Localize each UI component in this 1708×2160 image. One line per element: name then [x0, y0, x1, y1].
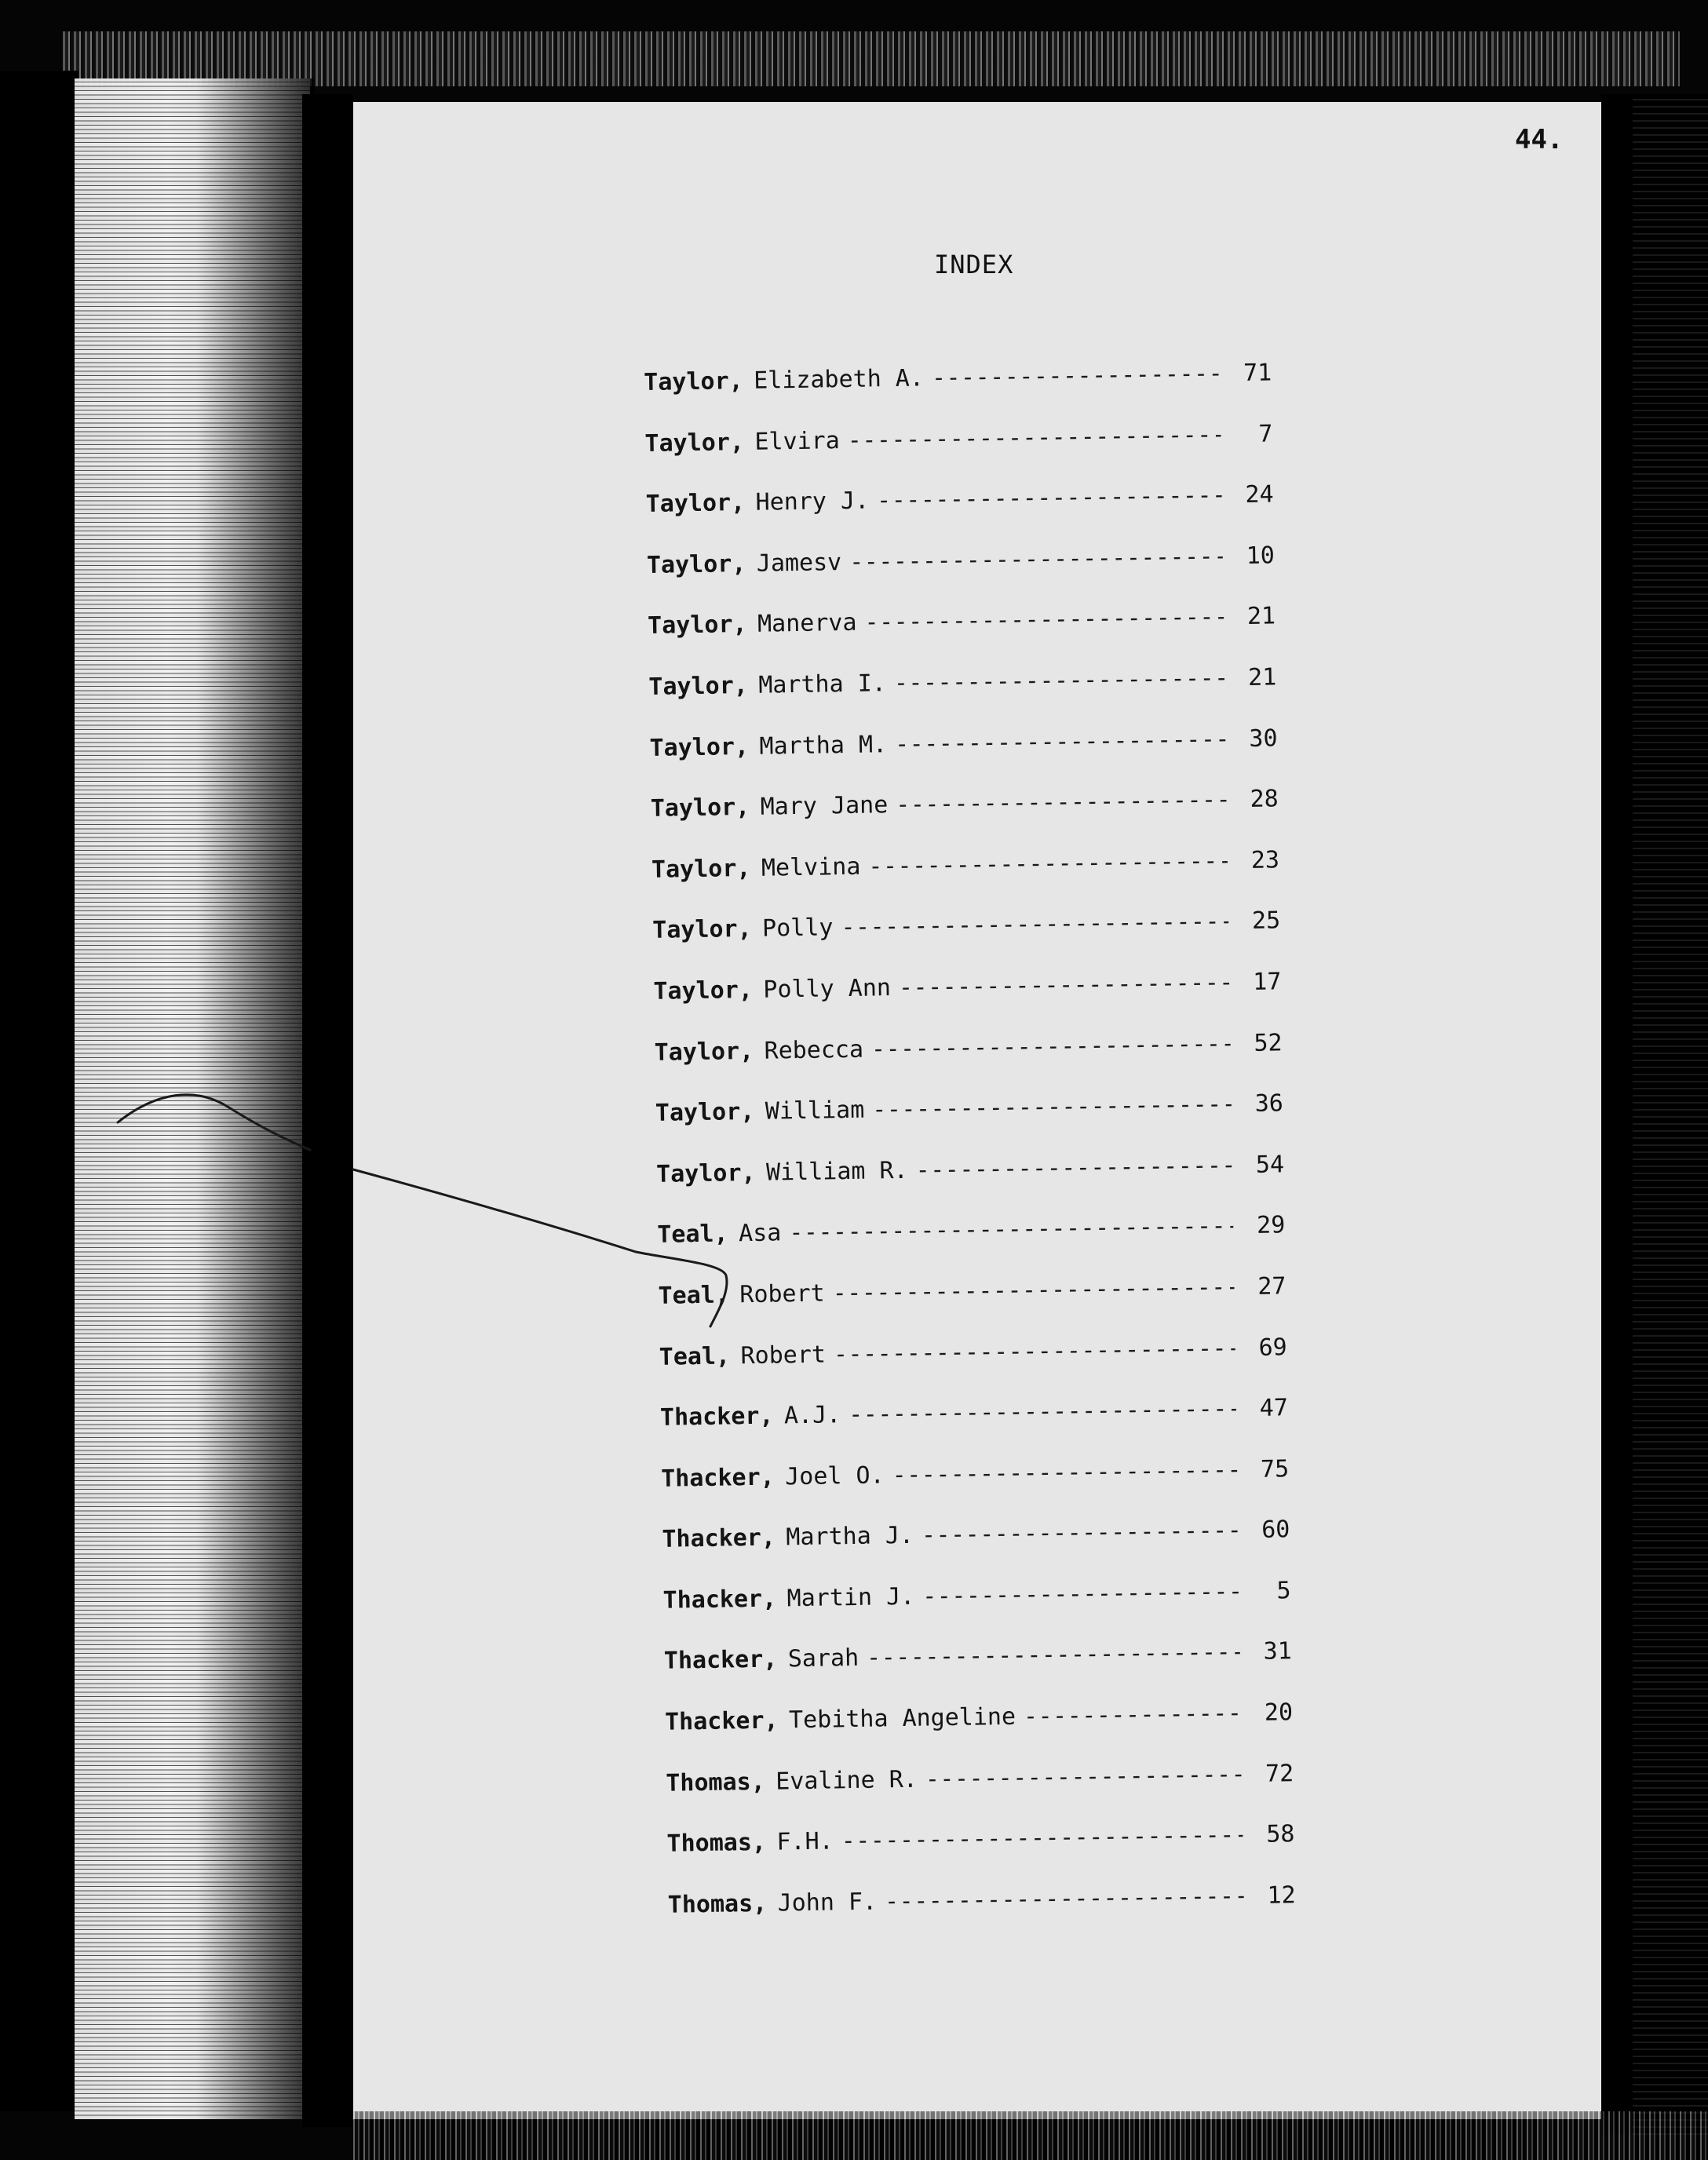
entry-surname: Thomas,	[666, 1829, 767, 1859]
entry-given-name: John F.	[777, 1888, 878, 1917]
entry-given-name: Mary Jane	[760, 791, 889, 821]
index-entry	[659, 1334, 1288, 1404]
entry-page-reference: 72	[1265, 1759, 1294, 1788]
index-entry	[656, 1151, 1285, 1221]
entry-surname: Thacker,	[663, 1645, 778, 1676]
index-entry-list	[644, 359, 1297, 1952]
entry-surname: Thacker,	[662, 1585, 777, 1615]
entry-surname: Taylor,	[651, 915, 752, 945]
right-scan-noise	[1633, 94, 1708, 2135]
entry-leader-dashes	[867, 1639, 1240, 1672]
binding-bar	[302, 94, 353, 2127]
entry-leader-dashes	[932, 359, 1221, 392]
entry-leader-dashes	[915, 1151, 1232, 1184]
index-entry	[667, 1881, 1296, 1952]
entry-surname: Taylor,	[651, 854, 751, 884]
entry-leader-dashes	[899, 969, 1230, 1002]
index-entry	[655, 1089, 1284, 1160]
entry-leader-dashes	[841, 1821, 1243, 1855]
entry-surname: Taylor,	[654, 1037, 754, 1067]
entry-leader-dashes	[925, 1760, 1243, 1793]
entry-page-reference: 12	[1267, 1881, 1296, 1910]
entry-leader-dashes	[834, 1334, 1235, 1368]
index-entry	[648, 603, 1276, 673]
index-entry	[644, 420, 1273, 491]
entry-surname: Taylor,	[653, 976, 754, 1005]
page-number: 44.	[1515, 124, 1564, 155]
index-entry	[651, 846, 1280, 917]
index-entry	[658, 1272, 1286, 1343]
left-scan-edge	[0, 71, 78, 2111]
entry-given-name: Henry J.	[755, 487, 870, 516]
entry-page-reference: 21	[1246, 602, 1276, 631]
index-entry	[647, 542, 1276, 612]
entry-leader-dashes	[832, 1273, 1234, 1307]
entry-given-name: William R.	[765, 1156, 908, 1187]
entry-given-name: Robert	[740, 1341, 827, 1370]
entry-surname: Thacker,	[664, 1706, 779, 1736]
entry-page-reference: 75	[1260, 1454, 1290, 1483]
entry-leader-dashes	[849, 1395, 1236, 1428]
index-entry	[664, 1638, 1293, 1709]
entry-given-name: Manerva	[757, 609, 857, 639]
entry-surname: Taylor,	[655, 1158, 756, 1188]
entry-surname: Taylor,	[649, 732, 750, 762]
entry-leader-dashes	[864, 604, 1224, 637]
entry-given-name: William	[765, 1096, 865, 1126]
entry-page-reference: 25	[1251, 907, 1281, 936]
entry-surname: Taylor,	[648, 671, 749, 701]
entry-surname: Thacker,	[662, 1523, 776, 1554]
index-entry	[644, 359, 1272, 429]
entry-page-reference: 60	[1261, 1516, 1290, 1545]
entry-surname: Taylor,	[644, 428, 745, 458]
entry-page-reference: 5	[1276, 1577, 1291, 1605]
index-entry	[662, 1577, 1291, 1647]
entry-page-reference: 52	[1254, 1028, 1283, 1057]
entry-page-reference: 23	[1250, 846, 1280, 874]
index-entry	[657, 1212, 1286, 1282]
entry-given-name: Polly Ann	[763, 974, 892, 1004]
entry-leader-dashes	[922, 1578, 1239, 1610]
scan-bottom-noise	[353, 2111, 1708, 2160]
entry-page-reference: 24	[1245, 480, 1274, 509]
entry-surname: Thacker,	[659, 1402, 774, 1432]
entry-surname: Thacker,	[660, 1463, 775, 1493]
entry-page-reference: 47	[1259, 1394, 1289, 1422]
entry-leader-dashes	[877, 482, 1222, 515]
entry-page-reference: 36	[1254, 1089, 1284, 1118]
entry-given-name: Sarah	[787, 1644, 859, 1673]
entry-leader-dashes	[922, 1517, 1239, 1549]
entry-given-name: Melvina	[761, 852, 861, 882]
entry-leader-dashes	[872, 1090, 1232, 1123]
index-entry	[666, 1820, 1295, 1891]
entry-page-reference: 27	[1257, 1272, 1286, 1301]
entry-page-reference: 30	[1249, 724, 1278, 753]
entry-given-name: Tebitha Angeline	[788, 1702, 1016, 1735]
entry-leader-dashes	[896, 786, 1227, 819]
entry-leader-dashes	[895, 725, 1226, 758]
entry-surname: Thomas,	[666, 1768, 766, 1797]
index-entry	[653, 968, 1282, 1038]
entry-surname: Taylor,	[645, 489, 746, 519]
entry-surname: Taylor,	[650, 794, 750, 823]
entry-leader-dashes	[789, 1213, 1233, 1247]
index-entry	[645, 481, 1274, 552]
entry-surname: Taylor,	[655, 1098, 755, 1128]
entry-leader-dashes	[847, 421, 1221, 454]
entry-leader-dashes	[885, 1882, 1244, 1915]
entry-given-name: Jamesv	[756, 548, 842, 578]
entry-surname: Taylor,	[646, 549, 746, 579]
entry-surname: Teal,	[658, 1281, 730, 1310]
entry-page-reference: 28	[1250, 785, 1279, 814]
entry-given-name: Joel O.	[784, 1461, 885, 1491]
index-entry	[651, 786, 1279, 856]
index-entry	[662, 1516, 1290, 1587]
entry-given-name: Elizabeth A.	[753, 364, 925, 395]
entry-given-name: F.H.	[776, 1827, 834, 1856]
index-entry	[652, 907, 1281, 978]
entry-page-reference: 31	[1263, 1637, 1293, 1666]
entry-given-name: Martha M.	[759, 730, 888, 761]
entry-given-name: Robert	[739, 1279, 825, 1309]
entry-given-name: Polly	[761, 914, 834, 943]
entry-page-reference: 20	[1264, 1698, 1294, 1727]
entry-leader-dashes	[892, 1456, 1237, 1489]
entry-leader-dashes	[841, 908, 1228, 942]
entry-leader-dashes	[849, 542, 1223, 575]
gutter-shadow	[196, 78, 314, 2119]
entry-leader-dashes	[871, 1030, 1231, 1063]
entry-given-name: Elvira	[754, 426, 841, 456]
entry-page-reference: 54	[1255, 1151, 1285, 1179]
entry-surname: Taylor,	[647, 611, 747, 640]
entry-surname: Teal,	[659, 1341, 731, 1371]
index-heading: INDEX	[934, 250, 1014, 279]
entry-given-name: A.J.	[783, 1401, 841, 1430]
entry-page-reference: 58	[1266, 1820, 1295, 1849]
entry-leader-dashes	[1024, 1699, 1242, 1730]
entry-page-reference: 10	[1246, 542, 1276, 570]
entry-given-name: Evaline R.	[775, 1765, 918, 1796]
entry-given-name: Martin J.	[786, 1582, 915, 1613]
entry-page-reference: 21	[1247, 663, 1277, 691]
entry-surname: Taylor,	[644, 367, 743, 396]
entry-surname: Teal,	[657, 1220, 728, 1250]
index-entry	[648, 663, 1277, 734]
entry-page-reference: 69	[1258, 1333, 1287, 1362]
entry-page-reference: 71	[1243, 359, 1272, 387]
index-entry	[665, 1698, 1294, 1769]
entry-given-name: Martha J.	[786, 1522, 914, 1552]
entry-leader-dashes	[868, 847, 1228, 880]
index-entry	[660, 1394, 1289, 1465]
entry-page-reference: 7	[1258, 420, 1273, 448]
entry-page-reference: 29	[1256, 1211, 1286, 1240]
index-entry	[649, 724, 1278, 795]
entry-page-reference: 17	[1252, 968, 1282, 996]
entry-given-name: Martha I.	[758, 670, 887, 699]
entry-surname: Thomas,	[667, 1889, 768, 1919]
entry-given-name: Asa	[738, 1219, 782, 1248]
entry-leader-dashes	[894, 664, 1225, 697]
entry-given-name: Rebecca	[764, 1035, 864, 1065]
index-entry	[654, 1029, 1283, 1100]
index-entry	[666, 1760, 1294, 1830]
index-entry	[661, 1455, 1290, 1526]
